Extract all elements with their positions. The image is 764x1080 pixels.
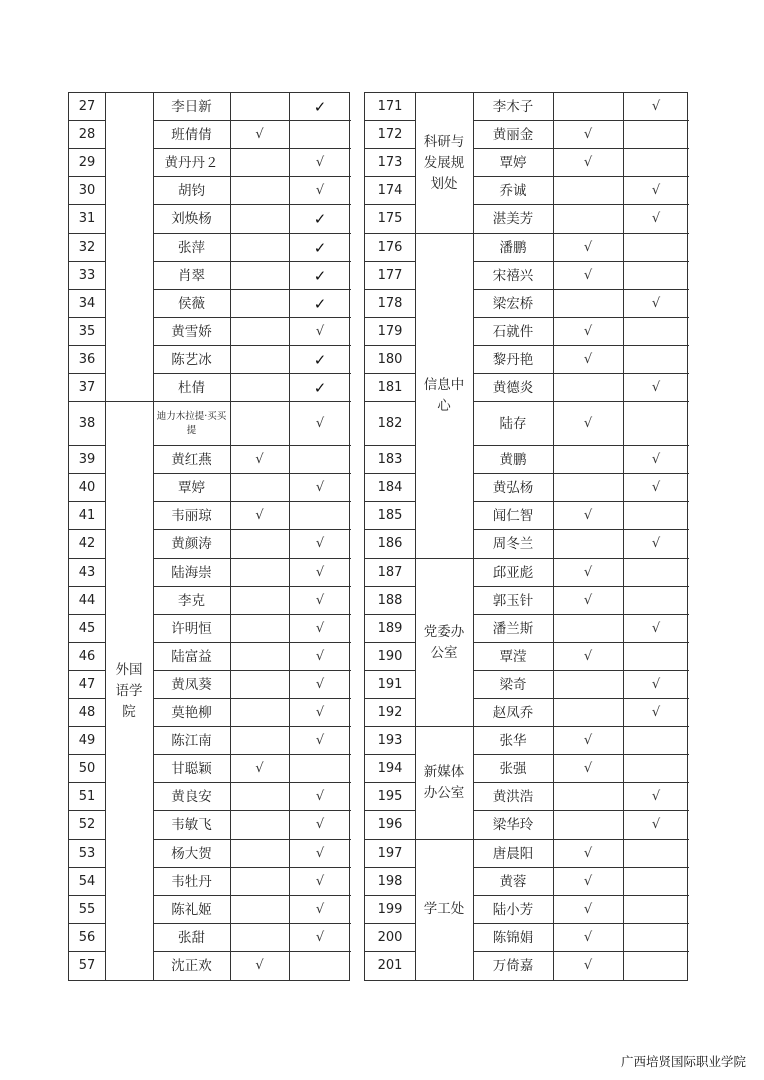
staff-name: 沈正欢 [171,957,212,974]
row-number: 182 [377,416,403,432]
row-number: 172 [377,127,403,143]
staff-name: 陈礼姬 [171,901,212,918]
check-column-a: √ [583,239,593,255]
staff-name: 张华 [499,733,527,750]
check-column-b: √ [315,845,325,861]
check-column-b [623,234,689,262]
check-column-b: √ [315,789,325,805]
check-column-b: √ [315,705,325,721]
check-column-a [230,318,289,346]
row-number: 199 [377,901,403,917]
row-number: 174 [377,183,403,199]
check-column-a [230,896,289,924]
check-column-a: √ [583,127,593,143]
row-number: 51 [78,789,96,805]
department-label: 新媒体办公室 [423,764,465,802]
check-column-a: √ [255,127,264,143]
row-number: 192 [377,705,403,721]
check-column-a [553,374,623,402]
row-number: 49 [78,733,96,749]
staff-name: 黄洪浩 [492,789,534,806]
check-column-b [623,755,689,783]
staff-name: 黄德炎 [492,380,534,397]
row-number: 200 [377,929,403,945]
row-number: 195 [377,789,403,805]
staff-name: 胡钧 [178,183,205,200]
check-column-b [623,121,689,149]
check-column-b: ✓ [313,294,327,313]
check-column-b: √ [315,733,325,749]
check-column-b: √ [315,416,325,432]
check-column-a: √ [583,267,593,283]
staff-name: 郭玉针 [492,592,534,609]
row-number: 44 [78,592,96,608]
staff-name: 潘兰斯 [492,620,534,637]
check-column-a [553,615,623,643]
staff-name: 张萍 [178,239,205,256]
staff-name: 邱亚彪 [492,564,534,581]
check-column-a [230,840,289,868]
check-column-a [230,290,289,318]
row-number: 177 [377,267,403,283]
row-number: 29 [78,155,96,171]
check-column-a: √ [583,564,593,580]
check-column-a [230,530,289,558]
staff-name: 黄红燕 [171,452,212,469]
check-column-b: √ [651,295,661,311]
check-column-a [553,530,623,558]
staff-name: 黎丹艳 [492,351,534,368]
staff-name: 覃滢 [499,648,527,665]
staff-name: 陈艺冰 [171,351,212,368]
row-number: 31 [78,211,96,227]
staff-name: 黄颜涛 [171,536,212,553]
check-column-b [623,346,689,374]
check-column-a [230,177,289,205]
check-column-a [230,234,289,262]
check-column-a: √ [255,452,264,468]
staff-name: 唐晨阳 [492,845,534,862]
check-column-b [623,840,689,868]
check-column-a: √ [583,957,593,973]
department-label: 学工处 [423,901,465,918]
check-column-a [230,474,289,502]
staff-name: 韦牡丹 [171,873,212,890]
check-column-a [230,205,289,233]
check-column-a [230,559,289,587]
staff-name: 石就件 [492,323,534,340]
check-column-a [230,868,289,896]
staff-name: 湛美芳 [492,211,534,228]
row-number: 45 [78,620,96,636]
row-number: 181 [377,380,403,396]
check-column-a [553,783,623,811]
row-number: 186 [377,536,403,552]
row-number: 56 [78,929,96,945]
check-column-a: √ [255,957,264,973]
row-number: 32 [78,239,96,255]
staff-name: 肖翠 [178,267,205,284]
staff-name: 黄凤葵 [171,676,212,693]
staff-name: 黄蓉 [499,873,527,890]
check-column-a: √ [583,155,593,171]
check-column-b [623,559,689,587]
check-column-b: √ [315,183,325,199]
row-number: 194 [377,761,403,777]
check-column-b [623,924,689,952]
check-column-b: √ [651,536,661,552]
staff-name: 梁奇 [499,676,527,693]
staff-name: 李木子 [492,99,534,116]
staff-name: 黄良安 [171,789,212,806]
staff-name: 甘聪颖 [171,761,212,778]
check-column-b: √ [315,817,325,833]
check-column-a [230,262,289,290]
institution-footer: 广西培贤国际职业学院 [620,1054,746,1069]
check-column-b: √ [315,929,325,945]
row-number: 43 [78,564,96,580]
staff-name: 班倩倩 [171,127,212,144]
check-column-a: √ [583,323,593,339]
check-column-a [553,290,623,318]
row-number: 187 [377,564,403,580]
check-column-b [289,446,351,474]
staff-name: 梁宏桥 [492,295,534,312]
row-number: 191 [377,676,403,692]
check-column-a [553,811,623,839]
staff-name: 李克 [178,592,205,609]
row-number: 180 [377,351,403,367]
staff-name: 乔诚 [499,183,527,200]
staff-name: 陆富益 [171,648,212,665]
check-column-b: √ [315,592,325,608]
check-column-b: √ [651,789,661,805]
row-number: 36 [78,351,96,367]
staff-name: 黄鹏 [499,452,527,469]
check-column-b: √ [651,99,661,115]
check-column-a [230,587,289,615]
check-column-b [289,952,351,980]
row-number: 183 [377,452,403,468]
staff-name: 万倚嘉 [492,957,534,974]
check-column-b [623,896,689,924]
row-number: 171 [377,99,403,115]
row-number: 30 [78,183,96,199]
row-number: 173 [377,155,403,171]
staff-name: 许明恒 [171,620,212,637]
row-number: 176 [377,239,403,255]
check-column-b: ✓ [313,210,327,229]
check-column-b: ✓ [313,350,327,369]
row-number: 179 [377,323,403,339]
staff-name: 陆小芳 [492,901,534,918]
check-column-a: √ [583,761,593,777]
department-label: 党委办公室 [423,623,465,661]
check-column-a [230,924,289,952]
check-column-b: √ [651,452,661,468]
row-number: 52 [78,817,96,833]
row-number: 40 [78,480,96,496]
check-column-a [553,177,623,205]
staff-name: 黄雪娇 [171,323,212,340]
row-number: 201 [377,957,403,973]
check-column-a: √ [583,929,593,945]
staff-name: 陈锦娟 [492,929,534,946]
row-number: 38 [78,416,96,432]
staff-name: 宋禧兴 [492,267,534,284]
row-number: 57 [78,957,96,973]
check-column-b [623,952,689,980]
check-column-b: √ [651,620,661,636]
staff-name: 闻仁智 [492,508,534,525]
staff-name: 韦丽琼 [171,508,212,525]
check-column-b: √ [315,155,325,171]
department-label: 外国语学院 [115,661,143,720]
check-column-a [230,811,289,839]
check-column-b: √ [315,323,325,339]
check-column-a [230,783,289,811]
row-number: 193 [377,733,403,749]
row-number: 53 [78,845,96,861]
row-number: 188 [377,592,403,608]
check-column-b [289,502,351,530]
check-column-b: √ [651,183,661,199]
staff-name: 陈江南 [171,733,212,750]
staff-name: 张甜 [178,929,205,946]
row-number: 48 [78,705,96,721]
check-column-b [623,868,689,896]
check-column-a [230,643,289,671]
check-column-a [230,699,289,727]
staff-name: 莫艳柳 [171,705,212,722]
row-number: 185 [377,508,403,524]
check-column-b: ✓ [313,98,327,117]
check-column-b: √ [651,676,661,692]
check-column-a [553,474,623,502]
check-column-b: √ [315,480,325,496]
row-number: 189 [377,620,403,636]
staff-name: 陆海崇 [171,564,212,581]
check-column-b: ✓ [313,379,327,398]
row-number: 190 [377,648,403,664]
staff-name: 韦敏飞 [171,817,212,834]
row-number: 42 [78,536,96,552]
check-column-b [623,643,689,671]
check-column-b: √ [315,564,325,580]
staff-name: 潘鹏 [499,239,527,256]
staff-name: 覃婷 [178,480,205,497]
row-number: 47 [78,676,96,692]
staff-name: 黄弘杨 [492,480,534,497]
row-number: 55 [78,901,96,917]
check-column-b: ✓ [313,266,327,285]
row-number: 33 [78,267,96,283]
check-column-a [553,671,623,699]
check-column-b [289,755,351,783]
row-number: 196 [377,817,403,833]
check-column-a [230,727,289,755]
check-column-a [230,374,289,402]
check-column-a [230,671,289,699]
row-number: 37 [78,380,96,396]
check-column-b [623,727,689,755]
check-column-b [623,587,689,615]
roster-table-right [364,92,688,981]
check-column-a: √ [583,733,593,749]
row-number: 35 [78,323,96,339]
check-column-a [553,699,623,727]
staff-name: 张强 [499,761,527,778]
row-number: 41 [78,508,96,524]
row-number: 175 [377,211,403,227]
staff-name: 梁华玲 [492,817,534,834]
check-column-a [230,346,289,374]
department-label: 科研与发展规划处 [423,133,465,192]
check-column-a [553,446,623,474]
staff-name: 侯薇 [178,295,205,312]
staff-name: 杨大贺 [171,845,212,862]
staff-name: 赵凤乔 [492,705,534,722]
check-column-b [289,121,351,149]
row-number: 197 [377,845,403,861]
staff-name: 陆存 [499,416,527,433]
row-number: 27 [78,99,96,115]
check-column-b [623,262,689,290]
check-column-a [230,149,289,177]
check-column-b: √ [315,620,325,636]
check-column-a [230,93,289,121]
check-column-b [623,149,689,177]
row-number: 50 [78,761,96,777]
staff-name: 周冬兰 [492,536,534,553]
check-column-b [623,502,689,530]
row-number: 28 [78,127,96,143]
check-column-a [230,402,289,446]
check-column-b: √ [651,211,661,227]
staff-name: 李日新 [171,99,212,116]
check-column-a: √ [255,508,264,524]
check-column-a: √ [583,351,593,367]
check-column-b: √ [315,901,325,917]
check-column-a: √ [583,508,593,524]
check-column-a: √ [583,416,593,432]
row-number: 184 [377,480,403,496]
check-column-b: √ [315,873,325,889]
check-column-b: √ [315,648,325,664]
check-column-a: √ [255,761,264,777]
check-column-a: √ [583,873,593,889]
check-column-b [623,402,689,446]
check-column-b: √ [315,676,325,692]
check-column-a [553,93,623,121]
check-column-b: √ [651,480,661,496]
staff-name: 黄丽金 [492,127,534,144]
check-column-b [623,318,689,346]
row-number: 34 [78,295,96,311]
check-column-a: √ [583,901,593,917]
row-number: 198 [377,873,403,889]
staff-name: 黄丹丹２ [164,155,219,172]
check-column-b: ✓ [313,238,327,257]
check-column-a [553,205,623,233]
check-column-b: √ [651,705,661,721]
row-number: 46 [78,648,96,664]
check-column-b: √ [315,536,325,552]
department-label: 信息中心 [423,377,465,414]
row-number: 54 [78,873,96,889]
check-column-b: √ [651,817,661,833]
check-column-a [230,615,289,643]
staff-name: 迪力木拉提·买买提 [156,411,227,437]
check-column-a: √ [583,845,593,861]
row-number: 178 [377,295,403,311]
check-column-b: √ [651,380,661,396]
staff-name: 覃婷 [499,155,527,172]
check-column-a: √ [583,648,593,664]
roster-table-left [68,92,350,981]
staff-name: 杜倩 [178,380,205,397]
staff-name: 刘焕杨 [171,211,212,228]
check-column-a: √ [583,592,593,608]
row-number: 39 [78,452,96,468]
